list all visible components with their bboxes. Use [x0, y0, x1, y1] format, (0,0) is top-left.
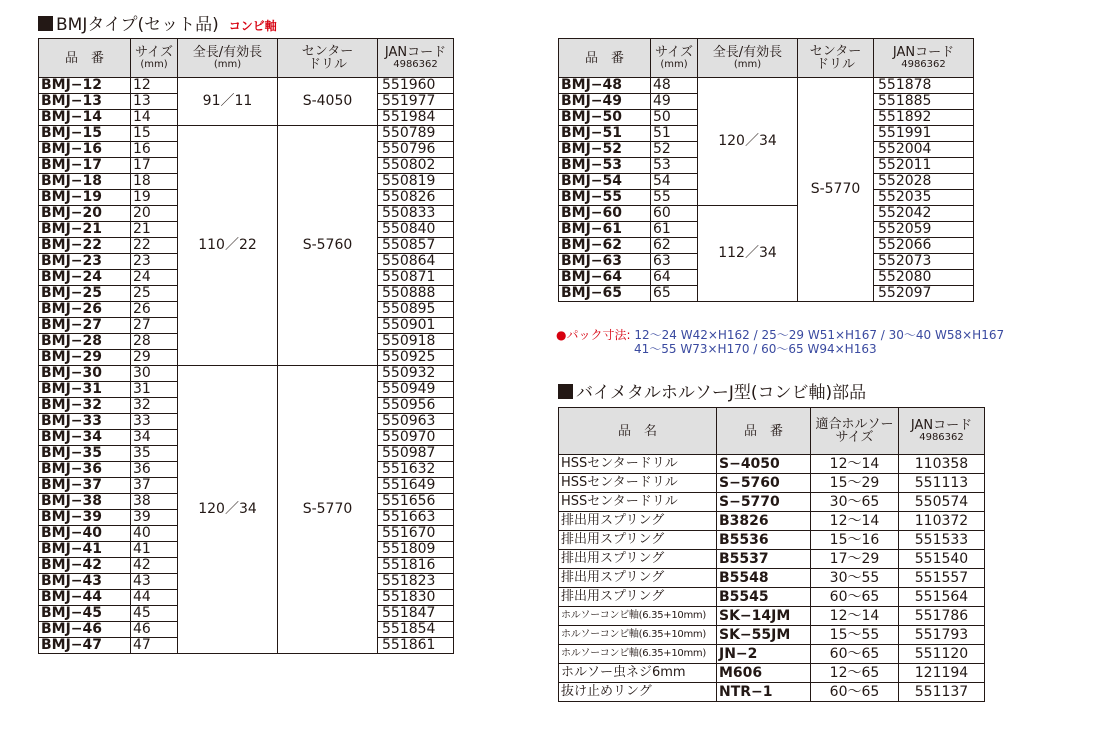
- header-jan-label: JANコード: [384, 45, 447, 60]
- table-row: [559, 531, 985, 550]
- section-bmj-subtitle: コンビ軸: [228, 19, 277, 33]
- part-number: NTR−1: [717, 683, 811, 702]
- fit-size-cell: 12〜14: [811, 455, 899, 474]
- header-size: [651, 39, 698, 78]
- jan-cell: 551557: [899, 569, 985, 588]
- header-size-unit: (mm): [140, 59, 168, 70]
- size-cell: 52: [651, 142, 698, 158]
- part-number: BMJ−20: [39, 206, 131, 222]
- size-cell: 49: [651, 94, 698, 110]
- size-cell: 36: [131, 462, 178, 478]
- fit-size-cell: 12〜14: [811, 607, 899, 626]
- jan-cell: 551809: [378, 542, 454, 558]
- part-name: 抜け止めリング: [559, 683, 717, 702]
- size-cell: 38: [131, 494, 178, 510]
- table-row: [39, 78, 454, 94]
- jan-cell: 551847: [378, 606, 454, 622]
- size-cell: 62: [651, 238, 698, 254]
- part-number: BMJ−62: [559, 238, 651, 254]
- part-name: 排出用スプリング: [559, 588, 717, 607]
- length-cell: 110／22: [178, 126, 278, 366]
- header-jan: [899, 408, 985, 455]
- part-number: BMJ−64: [559, 270, 651, 286]
- header-drill: センター ドリル: [278, 39, 378, 78]
- part-number: BMJ−43: [39, 574, 131, 590]
- part-number: BMJ−55: [559, 190, 651, 206]
- size-cell: 37: [131, 478, 178, 494]
- jan-cell: 551854: [378, 622, 454, 638]
- drill-cell: S-5770: [798, 78, 874, 302]
- size-cell: 18: [131, 174, 178, 190]
- jan-cell: 551656: [378, 494, 454, 510]
- jan-cell: 552011: [874, 158, 974, 174]
- part-name: 排出用スプリング: [559, 531, 717, 550]
- header-jan: [874, 39, 974, 78]
- part-number: BMJ−15: [39, 126, 131, 142]
- jan-cell: 551878: [874, 78, 974, 94]
- jan-cell: 551823: [378, 574, 454, 590]
- jan-cell: 110372: [899, 512, 985, 531]
- jan-cell: 550901: [378, 318, 454, 334]
- part-number: BMJ−51: [559, 126, 651, 142]
- part-number: BMJ−30: [39, 366, 131, 382]
- header-size: [131, 39, 178, 78]
- note-line1: 12〜24 W42×H162 / 25〜29 W51×H167 / 30〜40 W58×H167: [634, 328, 1005, 342]
- section-bmj-heading: [38, 10, 277, 35]
- size-cell: 51: [651, 126, 698, 142]
- part-number: BMJ−22: [39, 238, 131, 254]
- jan-cell: 550864: [378, 254, 454, 270]
- part-number: BMJ−39: [39, 510, 131, 526]
- size-cell: 46: [131, 622, 178, 638]
- size-cell: 35: [131, 446, 178, 462]
- jan-cell: 551830: [378, 590, 454, 606]
- part-number: B3826: [717, 512, 811, 531]
- table-row: [559, 607, 985, 626]
- part-number: BMJ−33: [39, 414, 131, 430]
- part-number: BMJ−38: [39, 494, 131, 510]
- size-cell: 24: [131, 270, 178, 286]
- part-number: BMJ−31: [39, 382, 131, 398]
- part-name: 排出用スプリング: [559, 569, 717, 588]
- part-number: BMJ−14: [39, 110, 131, 126]
- fit-size-cell: 12〜14: [811, 512, 899, 531]
- size-cell: 55: [651, 190, 698, 206]
- header-length: [698, 39, 798, 78]
- part-number: BMJ−52: [559, 142, 651, 158]
- drill-cell: S-4050: [278, 78, 378, 126]
- part-name: ホルソーコンビ軸(6.35+10mm): [559, 607, 717, 626]
- part-number: S−5770: [717, 493, 811, 512]
- part-number: B5545: [717, 588, 811, 607]
- size-cell: 28: [131, 334, 178, 350]
- part-number: B5536: [717, 531, 811, 550]
- jan-cell: 551793: [899, 626, 985, 645]
- size-cell: 19: [131, 190, 178, 206]
- part-number: BMJ−21: [39, 222, 131, 238]
- size-cell: 64: [651, 270, 698, 286]
- fit-size-cell: 30〜55: [811, 569, 899, 588]
- table-row: [559, 645, 985, 664]
- part-number: BMJ−27: [39, 318, 131, 334]
- bmj-table-left: [38, 38, 454, 654]
- fit-size-cell: 60〜65: [811, 683, 899, 702]
- size-cell: 63: [651, 254, 698, 270]
- size-cell: 53: [651, 158, 698, 174]
- jan-cell: 551861: [378, 638, 454, 654]
- table-row: [559, 664, 985, 683]
- part-number: BMJ−46: [39, 622, 131, 638]
- size-cell: 29: [131, 350, 178, 366]
- jan-cell: 550963: [378, 414, 454, 430]
- header-length-label: 全長/有効長: [712, 45, 783, 60]
- note-label: ●パック寸法:: [556, 328, 631, 342]
- size-cell: 47: [131, 638, 178, 654]
- table-header-row: [559, 408, 985, 455]
- jan-cell: 552073: [874, 254, 974, 270]
- size-cell: 48: [651, 78, 698, 94]
- jan-cell: 552004: [874, 142, 974, 158]
- jan-cell: 551540: [899, 550, 985, 569]
- table-row: [559, 78, 974, 94]
- part-number: BMJ−23: [39, 254, 131, 270]
- jan-cell: 551977: [378, 94, 454, 110]
- header-jan-label: JANコード: [892, 45, 955, 60]
- jan-cell: 552028: [874, 174, 974, 190]
- part-number: BMJ−28: [39, 334, 131, 350]
- part-number: BMJ−42: [39, 558, 131, 574]
- jan-cell: 552080: [874, 270, 974, 286]
- part-number: BMJ−50: [559, 110, 651, 126]
- jan-cell: 550802: [378, 158, 454, 174]
- jan-cell: 550833: [378, 206, 454, 222]
- size-cell: 26: [131, 302, 178, 318]
- jan-cell: 551137: [899, 683, 985, 702]
- jan-cell: 550987: [378, 446, 454, 462]
- bmj-table-right: [558, 38, 974, 302]
- fit-size-cell: 15〜55: [811, 626, 899, 645]
- part-number: BMJ−48: [559, 78, 651, 94]
- header-size-unit: (mm): [660, 59, 688, 70]
- header-length: [178, 39, 278, 78]
- part-number: BMJ−54: [559, 174, 651, 190]
- jan-cell: 550789: [378, 126, 454, 142]
- drill-cell: S-5760: [278, 126, 378, 366]
- section-parts-heading: [558, 378, 866, 403]
- jan-cell: 552042: [874, 206, 974, 222]
- table-row: [559, 493, 985, 512]
- part-number: BMJ−17: [39, 158, 131, 174]
- part-number: BMJ−47: [39, 638, 131, 654]
- part-number: BMJ−19: [39, 190, 131, 206]
- part-number: BMJ−45: [39, 606, 131, 622]
- length-cell: 91／11: [178, 78, 278, 126]
- size-cell: 21: [131, 222, 178, 238]
- size-cell: 13: [131, 94, 178, 110]
- header-name: 品 名: [559, 408, 717, 455]
- size-cell: 15: [131, 126, 178, 142]
- part-name: HSSセンタードリル: [559, 455, 717, 474]
- size-cell: 65: [651, 286, 698, 302]
- fit-size-cell: 15〜29: [811, 474, 899, 493]
- size-cell: 50: [651, 110, 698, 126]
- jan-cell: 551991: [874, 126, 974, 142]
- jan-cell: 551786: [899, 607, 985, 626]
- part-number: BMJ−32: [39, 398, 131, 414]
- part-number: BMJ−13: [39, 94, 131, 110]
- pack-size-note: [556, 328, 1004, 356]
- size-cell: 32: [131, 398, 178, 414]
- square-bullet-icon: [558, 384, 573, 399]
- table-row: [559, 474, 985, 493]
- jan-cell: 552059: [874, 222, 974, 238]
- header-drill: センター ドリル: [798, 39, 874, 78]
- size-cell: 33: [131, 414, 178, 430]
- table-row: [559, 550, 985, 569]
- jan-cell: 551885: [874, 94, 974, 110]
- header-jan-label: JANコード: [910, 418, 973, 433]
- size-cell: 23: [131, 254, 178, 270]
- size-cell: 30: [131, 366, 178, 382]
- size-cell: 43: [131, 574, 178, 590]
- part-number: B5537: [717, 550, 811, 569]
- table-row: [559, 569, 985, 588]
- section-parts-title: バイメタルホルソーJ型(コンビ軸)部品: [576, 383, 867, 403]
- jan-cell: 110358: [899, 455, 985, 474]
- section-bmj-title: BMJタイプ(セット品): [56, 15, 219, 35]
- header-jan-prefix: 4986362: [393, 59, 438, 70]
- size-cell: 31: [131, 382, 178, 398]
- note-line2: 41〜55 W73×H170 / 60〜65 W94×H163: [634, 342, 877, 356]
- jan-cell: 551632: [378, 462, 454, 478]
- part-number: SK−14JM: [717, 607, 811, 626]
- size-cell: 45: [131, 606, 178, 622]
- table-header-row: [39, 39, 454, 78]
- jan-cell: 551960: [378, 78, 454, 94]
- header-length-label: 全長/有効長: [192, 45, 263, 60]
- size-cell: 39: [131, 510, 178, 526]
- jan-cell: 551816: [378, 558, 454, 574]
- length-cell: 112／34: [698, 206, 798, 302]
- header-fit: 適合ホルソー サイズ: [811, 408, 899, 455]
- jan-cell: 550796: [378, 142, 454, 158]
- fit-size-cell: 60〜65: [811, 645, 899, 664]
- table-header-row: [559, 39, 974, 78]
- jan-cell: 121194: [899, 664, 985, 683]
- part-name: 排出用スプリング: [559, 512, 717, 531]
- size-cell: 22: [131, 238, 178, 254]
- jan-cell: 550970: [378, 430, 454, 446]
- jan-cell: 550918: [378, 334, 454, 350]
- part-number: BMJ−65: [559, 286, 651, 302]
- header-jan-prefix: 4986362: [919, 432, 964, 443]
- part-number: S−5760: [717, 474, 811, 493]
- size-cell: 16: [131, 142, 178, 158]
- jan-cell: 551649: [378, 478, 454, 494]
- part-number: BMJ−60: [559, 206, 651, 222]
- table-row: [39, 126, 454, 142]
- jan-cell: 550956: [378, 398, 454, 414]
- table-row: [559, 455, 985, 474]
- square-bullet-icon: [38, 16, 53, 31]
- table-row: [39, 366, 454, 382]
- header-jan: [378, 39, 454, 78]
- part-number: BMJ−16: [39, 142, 131, 158]
- part-number: BMJ−35: [39, 446, 131, 462]
- part-number: BMJ−12: [39, 78, 131, 94]
- fit-size-cell: 17〜29: [811, 550, 899, 569]
- part-number: BMJ−40: [39, 526, 131, 542]
- table-row: [559, 626, 985, 645]
- part-number: JN−2: [717, 645, 811, 664]
- fit-size-cell: 60〜65: [811, 588, 899, 607]
- part-number: BMJ−26: [39, 302, 131, 318]
- jan-cell: 550932: [378, 366, 454, 382]
- part-number: BMJ−44: [39, 590, 131, 606]
- part-number: B5548: [717, 569, 811, 588]
- header-size-label: サイズ: [655, 45, 693, 60]
- part-number: BMJ−25: [39, 286, 131, 302]
- part-number: BMJ−34: [39, 430, 131, 446]
- jan-cell: 551670: [378, 526, 454, 542]
- size-cell: 42: [131, 558, 178, 574]
- header-length-unit: (mm): [213, 59, 242, 70]
- header-part: 品 番: [717, 408, 811, 455]
- jan-cell: 551984: [378, 110, 454, 126]
- part-number: BMJ−61: [559, 222, 651, 238]
- size-cell: 27: [131, 318, 178, 334]
- part-number: BMJ−18: [39, 174, 131, 190]
- size-cell: 61: [651, 222, 698, 238]
- table-row: [559, 512, 985, 531]
- size-cell: 40: [131, 526, 178, 542]
- part-number: S−4050: [717, 455, 811, 474]
- jan-cell: 551113: [899, 474, 985, 493]
- header-size-label: サイズ: [135, 45, 173, 60]
- part-name: ホルソー虫ネジ6mm: [559, 664, 717, 683]
- size-cell: 20: [131, 206, 178, 222]
- fit-size-cell: 30〜65: [811, 493, 899, 512]
- jan-cell: 552097: [874, 286, 974, 302]
- size-cell: 12: [131, 78, 178, 94]
- jan-cell: 550840: [378, 222, 454, 238]
- table-row: [559, 588, 985, 607]
- part-number: BMJ−63: [559, 254, 651, 270]
- header-jan-prefix: 4986362: [901, 59, 946, 70]
- parts-table: [558, 407, 985, 702]
- jan-cell: 551663: [378, 510, 454, 526]
- part-number: SK−55JM: [717, 626, 811, 645]
- jan-cell: 551564: [899, 588, 985, 607]
- part-number: BMJ−36: [39, 462, 131, 478]
- jan-cell: 550574: [899, 493, 985, 512]
- size-cell: 44: [131, 590, 178, 606]
- fit-size-cell: 12〜65: [811, 664, 899, 683]
- part-name: HSSセンタードリル: [559, 493, 717, 512]
- length-cell: 120／34: [178, 366, 278, 654]
- jan-cell: 550826: [378, 190, 454, 206]
- part-name: 排出用スプリング: [559, 550, 717, 569]
- part-number: BMJ−49: [559, 94, 651, 110]
- size-cell: 17: [131, 158, 178, 174]
- header-part: 品 番: [559, 39, 651, 78]
- size-cell: 60: [651, 206, 698, 222]
- part-number: BMJ−53: [559, 158, 651, 174]
- size-cell: 34: [131, 430, 178, 446]
- part-number: BMJ−41: [39, 542, 131, 558]
- part-name: ホルソーコンビ軸(6.35+10mm): [559, 626, 717, 645]
- jan-cell: 552066: [874, 238, 974, 254]
- header-part: 品 番: [39, 39, 131, 78]
- jan-cell: 552035: [874, 190, 974, 206]
- size-cell: 41: [131, 542, 178, 558]
- jan-cell: 550895: [378, 302, 454, 318]
- part-number: BMJ−24: [39, 270, 131, 286]
- part-number: BMJ−37: [39, 478, 131, 494]
- jan-cell: 550819: [378, 174, 454, 190]
- part-number: M606: [717, 664, 811, 683]
- jan-cell: 550949: [378, 382, 454, 398]
- drill-cell: S-5770: [278, 366, 378, 654]
- jan-cell: 551120: [899, 645, 985, 664]
- jan-cell: 550888: [378, 286, 454, 302]
- jan-cell: 551892: [874, 110, 974, 126]
- size-cell: 14: [131, 110, 178, 126]
- part-name: HSSセンタードリル: [559, 474, 717, 493]
- part-name: ホルソーコンビ軸(6.35+10mm): [559, 645, 717, 664]
- table-row: [559, 683, 985, 702]
- header-length-unit: (mm): [733, 59, 762, 70]
- jan-cell: 551533: [899, 531, 985, 550]
- jan-cell: 550857: [378, 238, 454, 254]
- table-row: [559, 206, 974, 222]
- part-number: BMJ−29: [39, 350, 131, 366]
- jan-cell: 550871: [378, 270, 454, 286]
- fit-size-cell: 15〜16: [811, 531, 899, 550]
- size-cell: 25: [131, 286, 178, 302]
- size-cell: 54: [651, 174, 698, 190]
- jan-cell: 550925: [378, 350, 454, 366]
- length-cell: 120／34: [698, 78, 798, 206]
